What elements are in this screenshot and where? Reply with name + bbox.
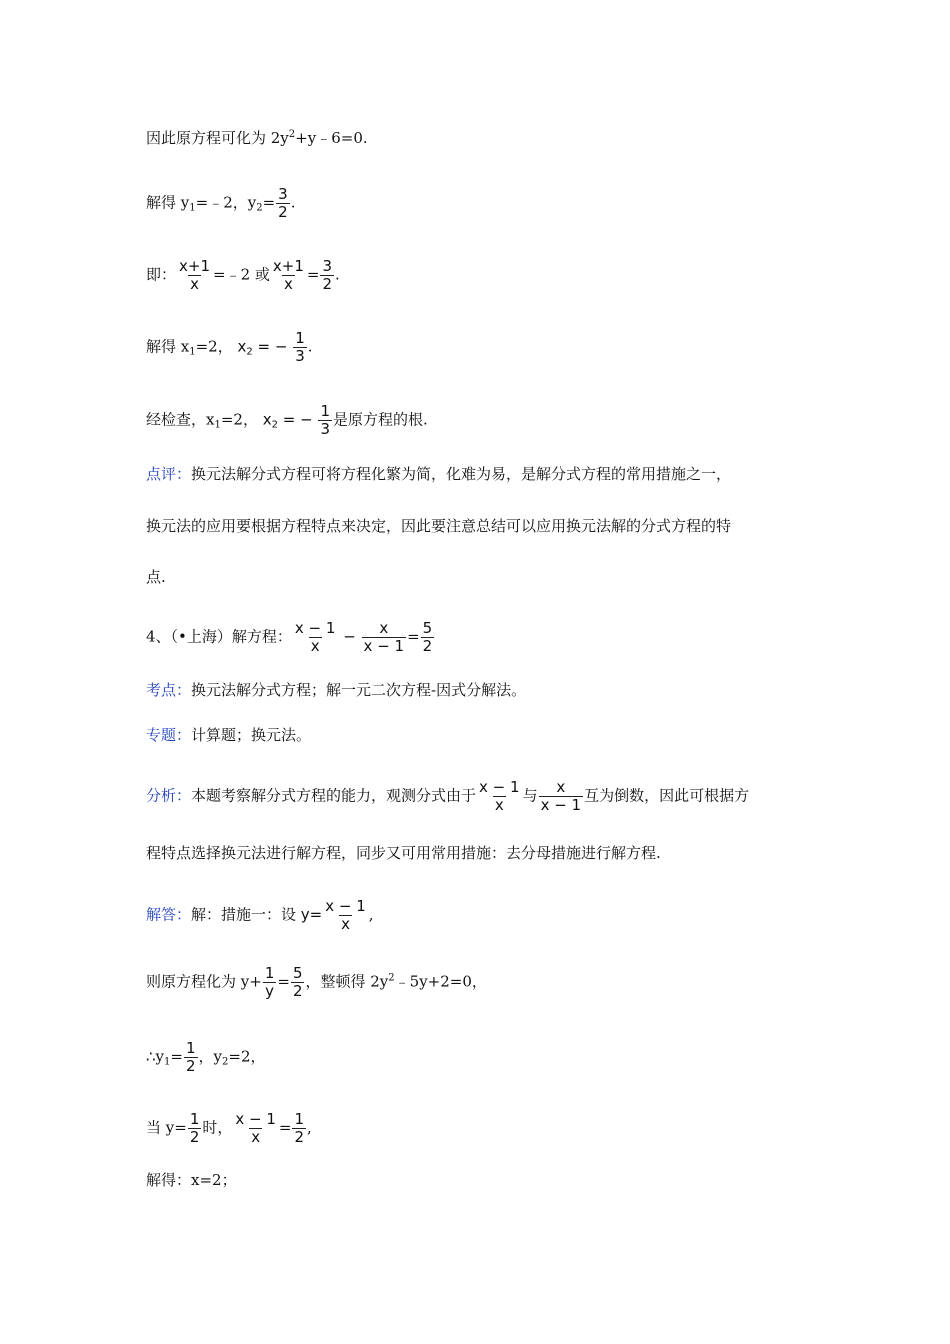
equation-line-3: 即： $\frac{x+1}{x}$ =﹣2 或 $\frac{x+1}{x}$ = $\frac{3}{2}$ . [146,257,340,293]
equation-line-4: 解得 $x_1=2$， $x_2$ = − $\frac{1}{3}$ . [146,329,313,365]
kaodian-label: 考点： [146,681,192,699]
zhuanti-line: 专题：计算题；换元法。 [146,726,312,744]
fenxi-label: 分析： [146,786,192,805]
fraction-x-minus-1-over-x: $\frac{x - 1}{x}$ [325,897,366,933]
fraction-3-2: $\frac{3}{2}$ [322,257,333,293]
fraction-x-plus-1-over-x: $\frac{x+1}{x}$ [272,257,304,293]
jieda-line: 解答：解：措施一：设 y= $\frac{x - 1}{x}$ , [146,897,374,933]
fraction-x-over-x-minus-1: $\frac{x}{x - 1}$ [540,778,582,814]
kaodian-line: 考点：换元法解分式方程；解一元二次方程-因式分解法。 [146,681,527,699]
jieda-label: 解答： [146,905,192,924]
fraction-x-plus-1-over-x: $\frac{x+1}{x}$ [179,257,211,293]
fraction-1-2: $\frac{1}{2}$ [189,1110,200,1146]
equation-line-5: 经检查，$x_1=2$， $x_2$ = − $\frac{1}{3}$ 是原方程的根. [146,402,428,438]
fraction-1-2: $\frac{1}{2}$ [294,1110,305,1146]
fraction-1-over-y: $\frac{1}{y}$ [264,964,275,1000]
fraction-5-2: $\frac{5}{2}$ [292,964,303,1000]
fraction-x-minus-1-over-x: $\frac{x - 1}{x}$ [294,619,336,655]
equation-line-2: 解得 $y_1=﹣2$，$y_2=$ $\frac{3}{2}$ . [146,185,296,221]
zhuanti-label: 专题： [146,726,192,744]
comment-line-3: 点. [146,568,166,586]
question-4: 4、（•上海）解方程： $\frac{x - 1}{x}$ − $\frac{x}{x - 1}$ = $\frac{5}{2}$ [146,619,433,655]
solution-step-2: $\therefore y_1=$ $\frac{1}{2}$ ，$y_2=2$， [146,1039,266,1075]
fraction-x-minus-1-over-x: $\frac{x - 1}{x}$ [235,1110,276,1146]
solution-step-1: 则原方程化为 y+ $\frac{1}{y}$ = $\frac{5}{2}$ ，整顿得 $2y^2﹣5y+2=0$， [146,964,487,1000]
fenxi-line-2: 程特点选择换元法进行解方程，同步又可用常用措施：去分母措施进行解方程. [146,844,661,862]
comment-label: 点评： [146,465,192,483]
fraction-5-2: $\frac{5}{2}$ [422,619,433,655]
fraction-x-over-x-minus-1: $\frac{x}{x - 1}$ [363,619,405,655]
fraction-1-2: $\frac{1}{2}$ [185,1039,196,1075]
comment-line-1: 点评：换元法解分式方程可将方程化繁为简，化难为易，是解分式方程的常用措施之一， [146,465,732,483]
solution-step-4: 解得：x=2； [146,1171,237,1189]
fraction-1-3: $\frac{1}{3}$ [320,402,331,438]
solution-step-3: 当 y= $\frac{1}{2}$ 时， $\frac{x - 1}{x}$ = $\frac{1}{2}$ , [146,1110,312,1146]
fraction-3-2: $\frac{3}{2}$ [278,185,288,221]
fenxi-line-1: 分析：本题考察解分式方程的能力，观测分式由于 $\frac{x - 1}{x}$ 与 $\frac{x}{x - 1}$ 互为倒数，因此可根据方 [146,778,750,814]
equation-line-1: 因此原方程可化为 $2y^2+y﹣6=0$. [146,129,368,147]
fraction-1-3: $\frac{1}{3}$ [295,329,305,365]
fraction-x-minus-1-over-x: $\frac{x - 1}{x}$ [479,778,520,814]
comment-line-2: 换元法的应用要根据方程特点来决定，因此要注意总结可以应用换元法解的分式方程的特 [146,517,732,535]
